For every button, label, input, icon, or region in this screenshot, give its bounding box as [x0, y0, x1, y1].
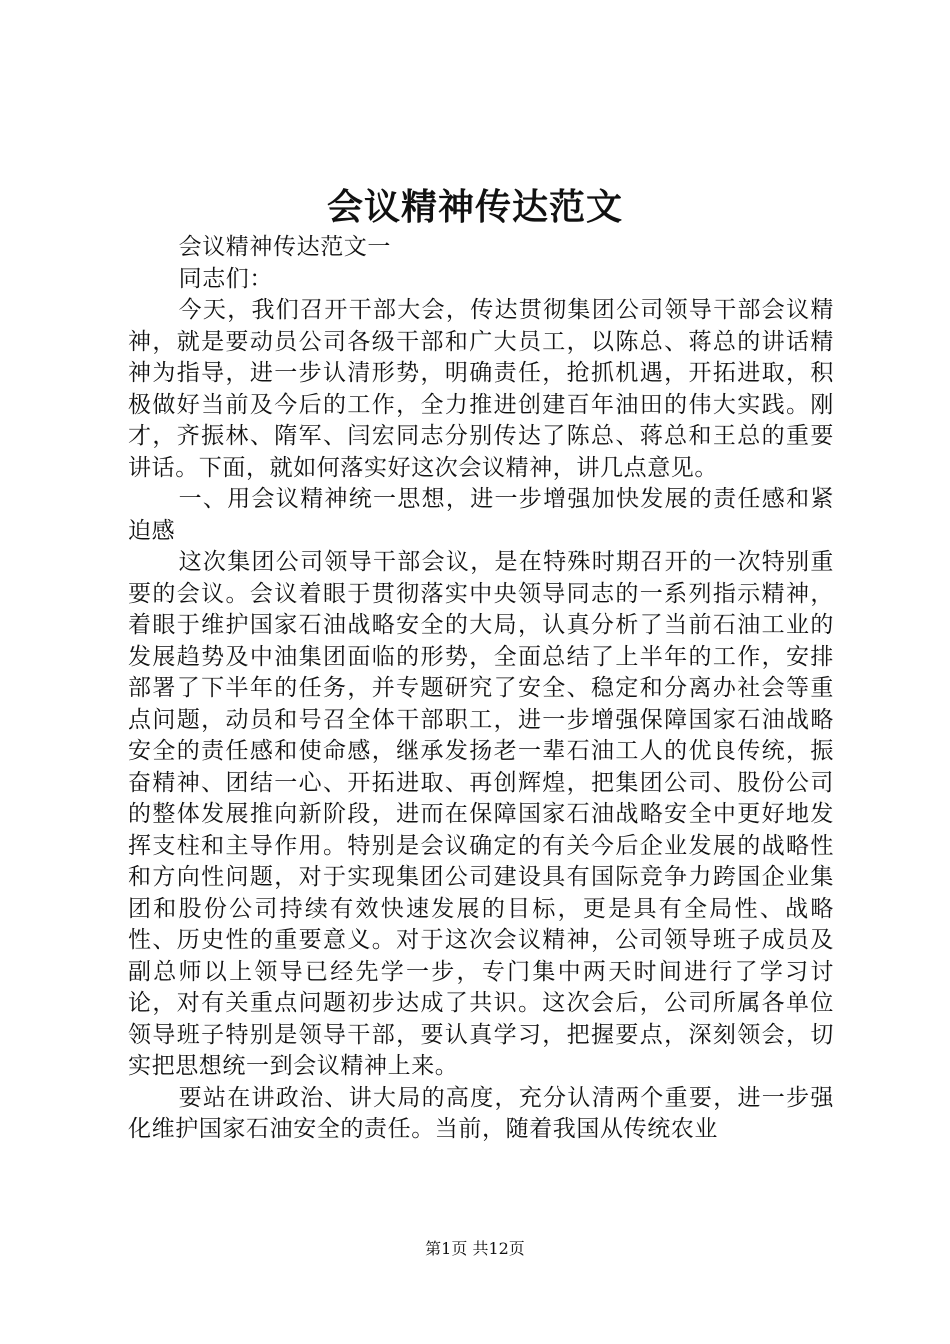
- paragraph-intro: 今天，我们召开干部大会，传达贯彻集团公司领导干部会议精神，就是要动员公司各级干部和广大员工，以陈总、蒋总的讲话精神为指导，进一步认清形势，明确责任，抢抓机遇，开拓进取，积极做好当前及今后的工作，全力推进创建百年油田的伟大实践。刚才，齐振林、隋军、闫宏同志分别传达了陈总、蒋总和王总的重要讲话。下面，就如何落实好这次会议精神，讲几点意见。: [128, 297, 834, 481]
- paragraph-body: 这次集团公司领导干部会议，是在特殊时期召开的一次特别重要的会议。会议着眼于贯彻落实中央领导同志的一系列指示精神，着眼于维护国家石油战略安全的大局，认真分析了当前石油工业的发展趋势及中油集团面临的形势，全面总结了上半年的工作，安排部署了下半年的任务，并专题研究了安全、稳定和分离办社会等重点问题，动员和号召全体干部职工，进一步增强保障国家石油战略安全的责任感和使命感，继承发扬老一辈石油工人的优良传统，振奋精神、团结一心、开拓进取、再创辉煌，把集团公司、股份公司的整体发展推向新阶段，进而在保障国家石油战略安全中更好地发挥支柱和主导作用。特别是会议确定的有关今后企业发展的战略性和方向性问题，对于实现集团公司建设具有国际竞争力跨国企业集团和股份公司持续有效快速发展的目标，更是具有全局性、战略性、历史性的重要意义。对于这次会议精神，公司领导班子成员及副总师以上领导已经先学一步，专门集中两天时间进行了学习讨论，对有关重点问题初步达成了共识。这次会后，公司所属各单位领导班子特别是领导干部，要认真学习，把握要点，深刻领会，切实把思想统一到会议精神上来。: [128, 549, 834, 1079]
- paragraph-section-heading: 一、用会议精神统一思想，进一步增强加快发展的责任感和紧迫感: [128, 486, 834, 544]
- page-number-footer: 第1页 共12页: [425, 1239, 525, 1258]
- document-title: 会议精神传达范文: [326, 186, 623, 228]
- document-body: [128, 232, 834, 1146]
- paragraph-heading: 会议精神传达范文一: [178, 234, 391, 260]
- paragraph-body: 要站在讲政治、讲大局的高度，充分认清两个重要，进一步强化维护国家石油安全的责任。当前，随着我国从传统农业: [128, 1084, 834, 1142]
- paragraph-salutation: 同志们：: [178, 265, 273, 292]
